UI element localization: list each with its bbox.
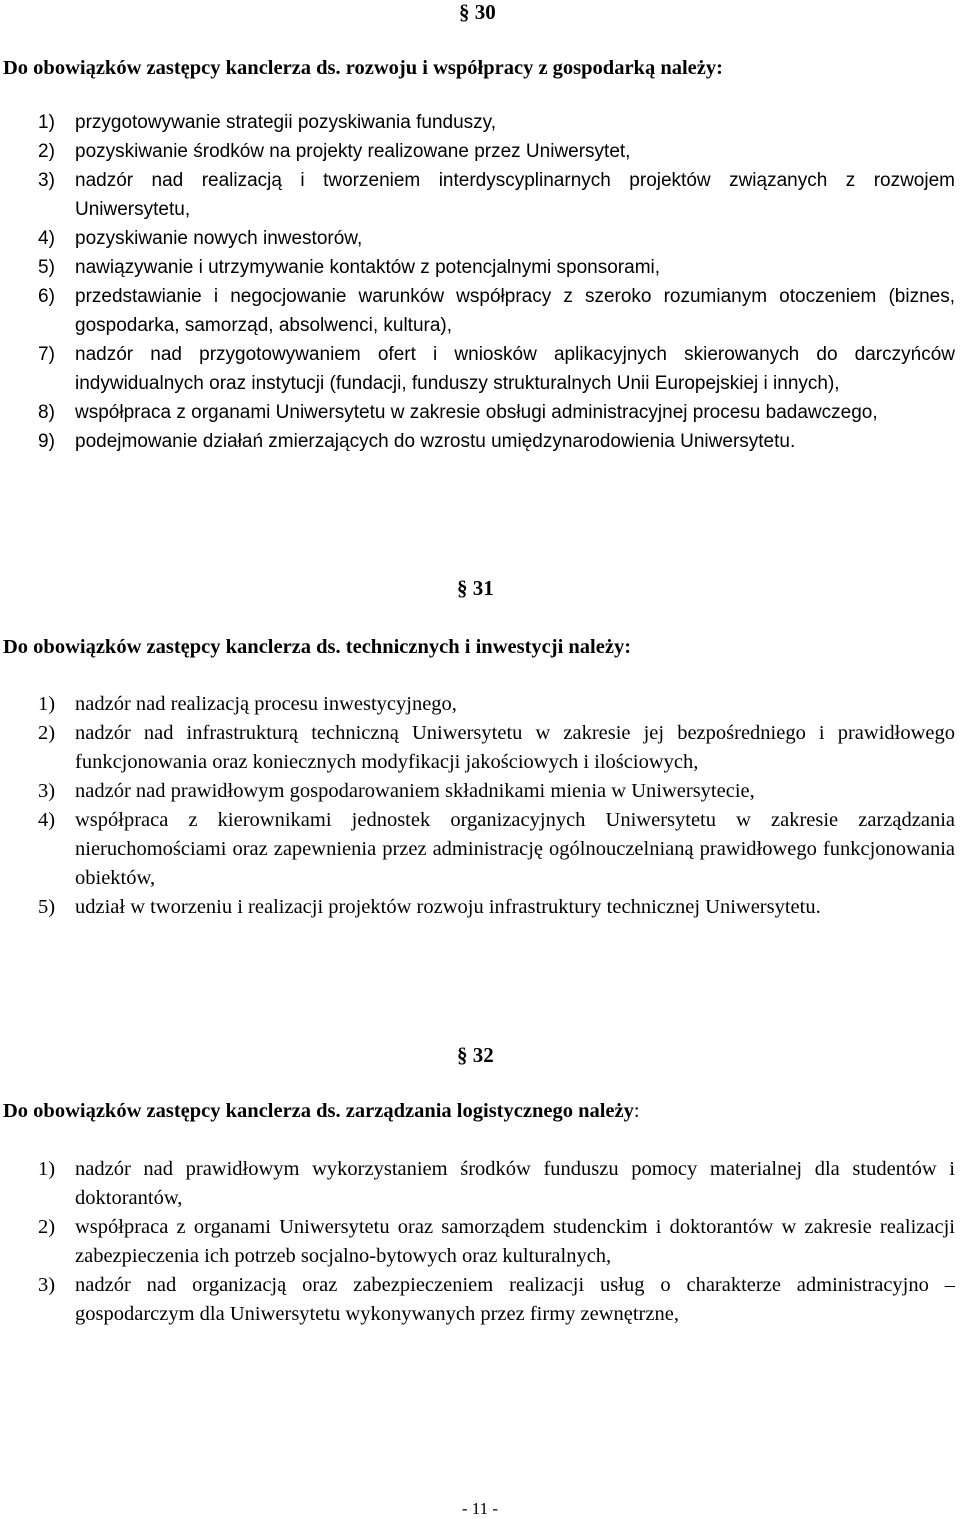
item-text: udział w tworzeniu i realizacji projektów rozwoju infrastruktury technicznej Uniwersytetu. (75, 896, 821, 918)
item-text: nadzór nad infrastrukturą techniczną Uniwersytetu w zakresie jej bezpośredniego i prawidłowego funkcjonowania oraz koniecznych modyfikacji jakościowych i ilościowych, (75, 722, 955, 773)
list-item (38, 224, 955, 253)
item-text: nadzór nad realizacją procesu inwestycyjnego, (75, 693, 457, 715)
item-text: współpraca z organami Uniwersytetu w zakresie obsługi administracyjnej procesu badawczego, (75, 402, 878, 423)
item-number: 5) (38, 896, 56, 918)
heading-text: Do obowiązków zastępcy kanclerza ds. zarządzania logistycznego należy (3, 1100, 634, 1122)
list-item (38, 282, 955, 340)
item-number: 4) (38, 228, 55, 249)
list-item (38, 806, 955, 893)
page-number: - 11 - (461, 1499, 499, 1518)
list-item (38, 893, 955, 922)
heading-text: Do obowiązków zastępcy kanclerza ds. technicznych i inwestycji należy: (3, 636, 632, 658)
item-number: 6) (38, 286, 55, 307)
section-title-32: § 32 (457, 1043, 494, 1067)
item-text: nadzór nad prawidłowym gospodarowaniem składnikami mienia w Uniwersytecie, (75, 780, 755, 802)
list-item (38, 427, 955, 456)
list-item (38, 1213, 955, 1271)
item-text: podejmowanie działań zmierzających do wzrostu umiędzynarodowienia Uniwersytetu. (75, 431, 796, 452)
item-text: nadzór nad przygotowywaniem ofert i wniosków aplikacyjnych skierowanych do darczyńców indywidualnych oraz instytucji (fundacji, funduszy strukturalnych Unii Europejskiej i innych), (75, 344, 955, 394)
list-item (38, 340, 955, 398)
item-text: pozyskiwanie nowych inwestorów, (75, 228, 363, 249)
item-list-32 (38, 1155, 955, 1329)
list-item (38, 1271, 955, 1329)
item-text: nadzór nad prawidłowym wykorzystaniem środków funduszu pomocy materialnej dla studentów i doktorantów, (75, 1158, 955, 1209)
section-title-30: § 30 (459, 0, 496, 24)
item-text: nawiązywanie i utrzymywanie kontaktów z potencjalnymi sponsorami, (75, 257, 661, 278)
item-number: 4) (38, 809, 56, 831)
section-title-31: § 31 (457, 576, 494, 600)
item-text: nadzór nad organizacją oraz zabezpieczeniem realizacji usług o charakterze administracyjno – gospodarczym dla Uniwersytetu wykonywanych przez firmy zewnętrzne, (75, 1274, 955, 1325)
section-heading-30 (3, 57, 723, 80)
item-number: 3) (38, 170, 55, 191)
heading-colon: : (633, 1100, 640, 1122)
item-number: 3) (38, 1274, 56, 1296)
item-number: 1) (38, 1158, 56, 1180)
item-number: 2) (38, 141, 55, 162)
section-heading-31 (3, 636, 631, 659)
list-item (38, 137, 955, 166)
item-text: przygotowywanie strategii pozyskiwania funduszy, (75, 112, 497, 133)
item-number: 7) (38, 344, 55, 365)
item-number: 1) (38, 112, 55, 133)
list-item (38, 777, 955, 806)
list-item (38, 166, 955, 224)
item-number: 2) (38, 722, 56, 744)
heading-text: Do obowiązków zastępcy kanclerza ds. rozwoju i współpracy z gospodarką należy: (3, 57, 723, 79)
list-item (38, 108, 955, 137)
list-item (38, 398, 955, 427)
item-list-31 (38, 690, 955, 922)
item-text: pozyskiwanie środków na projekty realizowane przez Uniwersytet, (75, 141, 631, 162)
item-number: 2) (38, 1216, 56, 1238)
list-item (38, 1155, 955, 1213)
item-list-30 (38, 108, 955, 456)
item-text: współpraca z kierownikami jednostek organizacyjnych Uniwersytetu w zakresie zarządzania nieruchomościami oraz zapewnienia przez administrację ogólnouczelnianą prawidłowego funkcjonowania obiektów, (75, 809, 955, 889)
item-text: nadzór nad realizacją i tworzeniem interdyscyplinarnych projektów związanych z rozwojem Uniwersytetu, (75, 170, 955, 220)
list-item (38, 690, 955, 719)
section-heading-32 (3, 1100, 640, 1123)
list-item (38, 719, 955, 777)
item-number: 1) (38, 693, 56, 715)
item-number: 3) (38, 780, 56, 802)
item-text: przedstawianie i negocjowanie warunków współpracy z szeroko rozumianym otoczeniem (biznes, gospodarka, samorząd, absolwenci, kultura), (75, 286, 955, 336)
item-text: współpraca z organami Uniwersytetu oraz samorządem studenckim i doktorantów w zakresie realizacji zabezpieczenia ich potrzeb socjalno-bytowych oraz kulturalnych, (75, 1216, 955, 1267)
item-number: 5) (38, 257, 55, 278)
item-number: 9) (38, 431, 55, 452)
list-item (38, 253, 955, 282)
item-number: 8) (38, 402, 55, 423)
